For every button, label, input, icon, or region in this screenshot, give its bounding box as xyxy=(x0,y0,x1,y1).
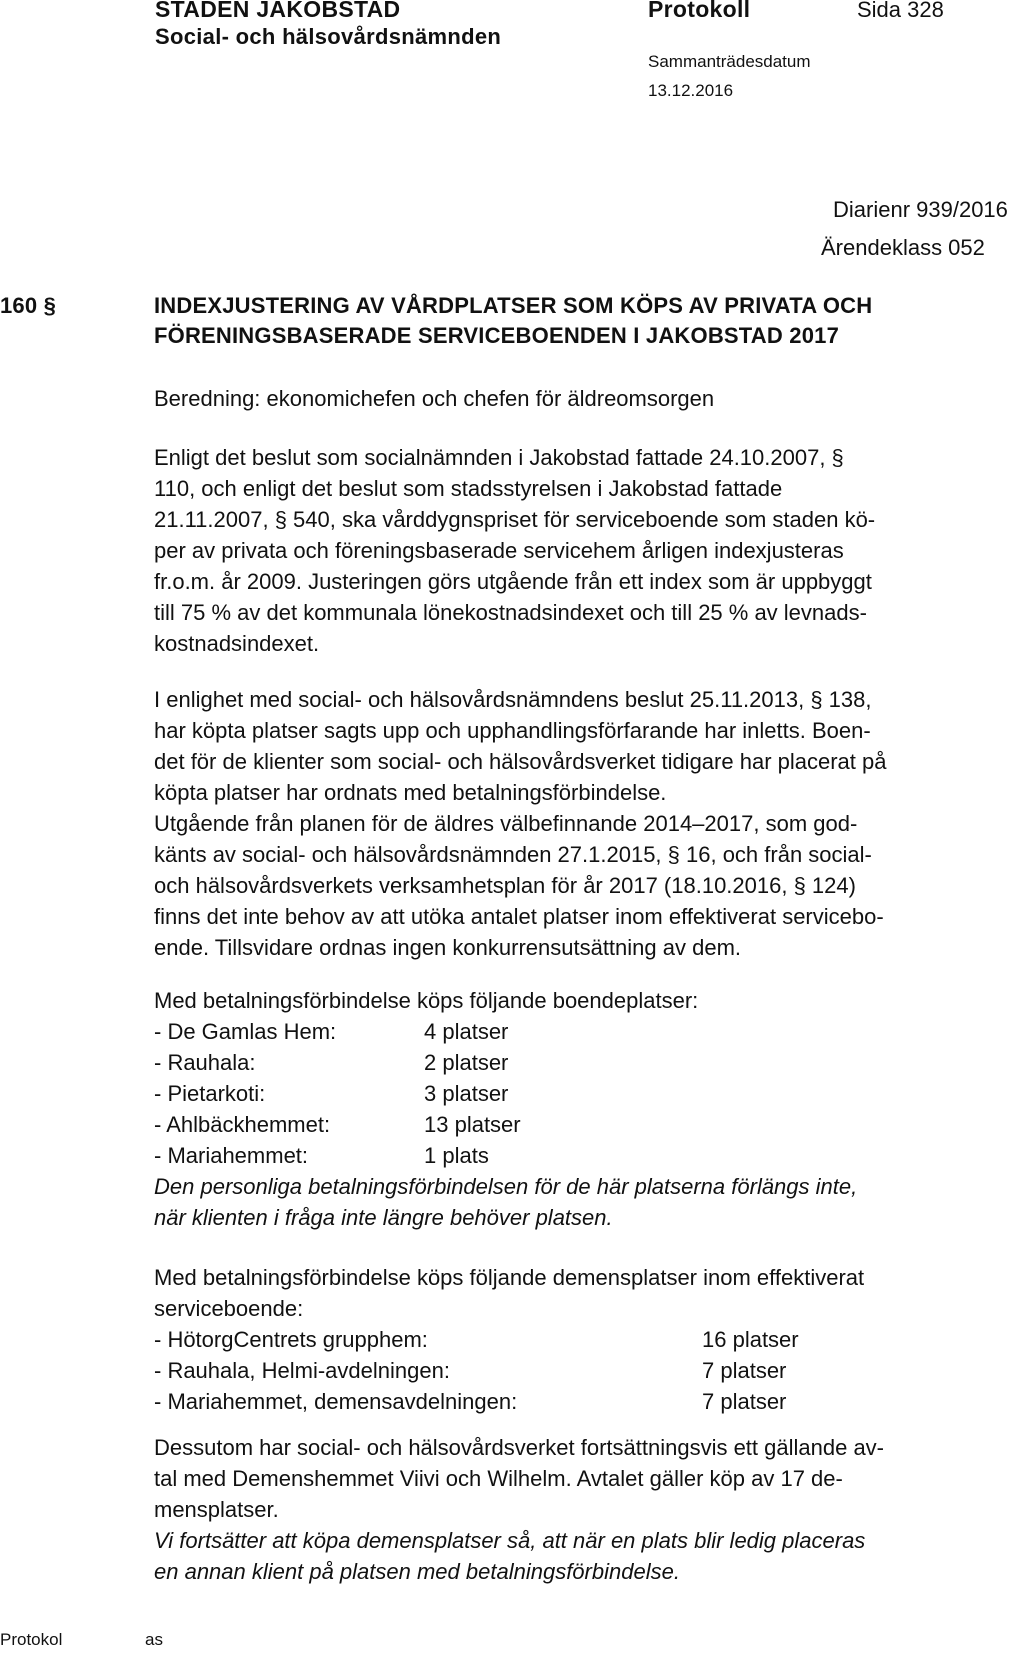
page-number: Sida 328 xyxy=(857,0,944,22)
place-name: - Rauhala: xyxy=(154,1050,256,1075)
place-name: - Rauhala, Helmi-avdelningen: xyxy=(154,1358,450,1383)
text-line: mensplatser. xyxy=(154,1497,279,1522)
list2-intro xyxy=(154,1262,864,1324)
list-item xyxy=(154,1109,654,1140)
list-item xyxy=(154,1355,854,1386)
text-line: ende. Tillsvidare ordnas ingen konkurrensutsättning av dem. xyxy=(154,935,742,960)
dementia-list xyxy=(154,1324,854,1417)
list-item xyxy=(154,1140,654,1171)
text-line: och hälsovårdsverkets verksamhetsplan för år 2017 (18.10.2016, § 124) xyxy=(154,873,856,898)
text-line: tal med Demenshemmet Viivi och Wilhelm. Avtalet gäller köp av 17 de- xyxy=(154,1466,843,1491)
text-line: fr.o.m. år 2009. Justeringen görs utgående från ett index som är uppbyggt xyxy=(154,569,872,594)
list-item xyxy=(154,1324,854,1355)
org-name: STADEN JAKOBSTAD xyxy=(155,0,401,22)
text-line: Den personliga betalningsförbindelsen för de här platserna förlängs inte, xyxy=(154,1174,858,1199)
text-line: känts av social- och hälsovårdsnämnden 27.1.2015, § 16, och från social- xyxy=(154,842,872,867)
text-line: finns det inte behov av att utöka antalet platser inom effektiverat servicebo- xyxy=(154,904,884,929)
place-name: - Mariahemmet, demensavdelningen: xyxy=(154,1389,518,1414)
text-line: I enlighet med social- och hälsovårdsnämndens beslut 25.11.2013, § 138, xyxy=(154,687,872,712)
place-name: - De Gamlas Hem: xyxy=(154,1019,337,1044)
text-line: Dessutom har social- och hälsovårdsverket fortsättningsvis ett gällande av- xyxy=(154,1435,885,1460)
text-line: till 75 % av det kommunala lönekostnadsindexet och till 25 % av levnads- xyxy=(154,600,867,625)
list-item xyxy=(154,1078,654,1109)
place-count: 3 platser xyxy=(424,1081,509,1106)
text-line: Utgående från planen för de äldres välbefinnande 2014–2017, som god- xyxy=(154,811,858,836)
arendeklass: Ärendeklass 052 xyxy=(821,235,985,260)
text-line: Enligt det beslut som socialnämnden i Jakobstad fattade 24.10.2007, § xyxy=(154,445,844,470)
section-title-line: FÖRENINGSBASERADE SERVICEBOENDEN I JAKOBSTAD 2017 xyxy=(154,323,840,348)
section-title xyxy=(154,291,872,351)
text-line: när klienten i fråga inte längre behöver platsen. xyxy=(154,1205,613,1230)
place-name: - Pietarkoti: xyxy=(154,1081,266,1106)
text-line: Vi fortsätter att köpa demensplatser så, att när en plats blir ledig placeras xyxy=(154,1528,866,1553)
list1-note xyxy=(154,1171,857,1233)
accommodation-list xyxy=(154,1016,654,1171)
text-line: en annan klient på platsen med betalningsförbindelse. xyxy=(154,1559,680,1584)
text-line: per av privata och föreningsbaserade servicehem årligen indexjusteras xyxy=(154,538,844,563)
list-item xyxy=(154,1386,854,1417)
place-count: 7 platser xyxy=(702,1358,787,1383)
place-count: 13 platser xyxy=(424,1112,521,1137)
list1-intro: Med betalningsförbindelse köps följande boendeplatser: xyxy=(154,988,699,1013)
place-count: 4 platser xyxy=(424,1019,509,1044)
preparation-note: Beredning: ekonomichefen och chefen för äldreomsorgen xyxy=(154,386,715,411)
list-item xyxy=(154,1016,654,1047)
place-count: 1 plats xyxy=(424,1143,489,1168)
place-count: 2 platser xyxy=(424,1050,509,1075)
board-name: Social- och hälsovårdsnämnden xyxy=(155,24,502,49)
paragraph-3 xyxy=(154,1432,884,1587)
place-name: - HötorgCentrets grupphem: xyxy=(154,1327,428,1352)
list-item xyxy=(154,1047,654,1078)
text-line: serviceboende: xyxy=(154,1296,304,1321)
text-line: det för de klienter som social- och hälsovårdsverket tidigare har placerat på xyxy=(154,749,887,774)
section-title-line: INDEXJUSTERING AV VÅRDPLATSER SOM KÖPS AV PRIVATA OCH xyxy=(154,293,873,318)
meeting-date-label: Sammanträdesdatum xyxy=(648,52,811,71)
text-line: har köpta platser sagts upp och upphandlingsförfarande har inletts. Boen- xyxy=(154,718,871,743)
text-line: 21.11.2007, § 540, ska vårddygnspriset för serviceboende som staden kö- xyxy=(154,507,876,532)
paragraph-2 xyxy=(154,684,886,963)
section-number: 160 § xyxy=(0,293,57,318)
place-count: 7 platser xyxy=(702,1389,787,1414)
place-name: - Mariahemmet: xyxy=(154,1143,309,1168)
footer-label: Protokol xyxy=(0,1630,63,1649)
place-count: 16 platser xyxy=(702,1327,799,1352)
paragraph-1 xyxy=(154,442,875,659)
diarienr: Diarienr 939/2016 xyxy=(833,197,1008,222)
place-name: - Ahlbäckhemmet: xyxy=(154,1112,331,1137)
doc-type: Protokoll xyxy=(648,0,751,22)
text-line: köpta platser har ordnats med betalningsförbindelse. xyxy=(154,780,667,805)
meeting-date: 13.12.2016 xyxy=(648,81,734,100)
text-line: 110, och enligt det beslut som stadsstyrelsen i Jakobstad fattade xyxy=(154,476,783,501)
text-line: kostnadsindexet. xyxy=(154,631,320,656)
text-line: Med betalningsförbindelse köps följande demensplatser inom effektiverat xyxy=(154,1265,865,1290)
footer-initials: as xyxy=(145,1630,163,1649)
